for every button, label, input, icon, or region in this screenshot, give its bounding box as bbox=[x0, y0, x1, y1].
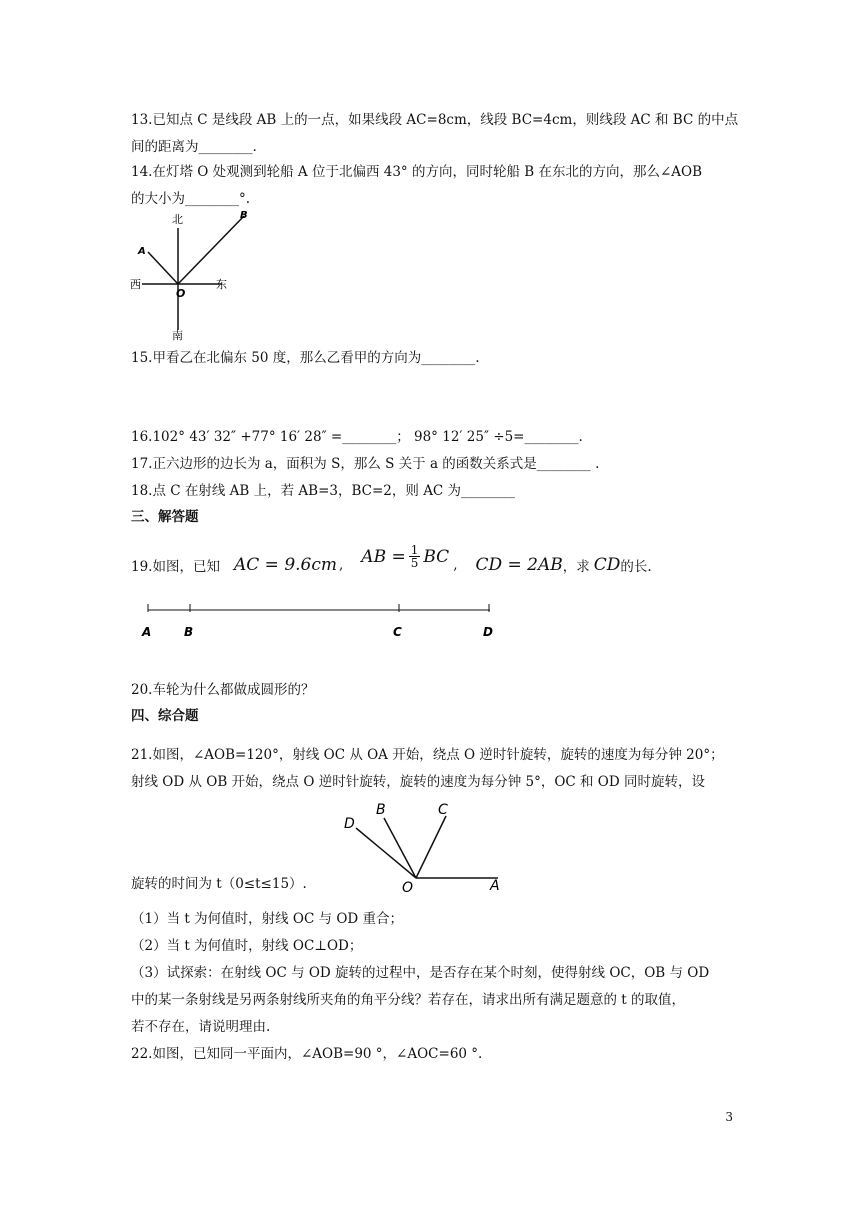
q15: 15.甲看乙在北偏东 50 度，那么乙看甲的方向为________. bbox=[131, 350, 480, 366]
q19-sep1: , bbox=[339, 556, 344, 573]
q21-line2: 射线 OD 从 OB 开始，绕点 O 逆时针旋转，旋转的速度为每分钟 5°，OC 和 OD 同时旋转，设 bbox=[131, 774, 705, 790]
angle-label-o: O bbox=[402, 880, 414, 896]
label-a: A bbox=[138, 246, 146, 257]
seg-label-c: C bbox=[393, 625, 402, 639]
q19-sep2: , bbox=[453, 556, 458, 573]
q19-statement bbox=[131, 543, 652, 577]
q19-expr-ac: AC = 9.6cm bbox=[233, 554, 337, 575]
q19-expr-cd2: CD bbox=[593, 554, 621, 575]
q21-line3: 旋转的时间为 t（0≤t≤15）. bbox=[131, 876, 307, 892]
q19-mid: ，求 bbox=[562, 558, 590, 575]
compass-figure bbox=[122, 208, 248, 342]
angle-label-b: B bbox=[376, 802, 386, 818]
seg-label-d: D bbox=[483, 625, 493, 639]
section-3-heading: 三、解答题 bbox=[131, 509, 199, 525]
seg-label-a: A bbox=[142, 625, 152, 639]
angle-label-c: C bbox=[438, 802, 448, 818]
label-north: 北 bbox=[172, 213, 183, 226]
q19-expr-cd: CD = 2AB bbox=[475, 554, 563, 575]
q19-suffix: 的长. bbox=[620, 558, 652, 575]
q19-expr-ab bbox=[361, 544, 449, 569]
q22: 22.如图，已知同一平面内，∠AOB=90 °，∠AOC=60 °. bbox=[131, 1046, 483, 1062]
angle-label-d: D bbox=[344, 816, 355, 832]
page-number: 3 bbox=[725, 1110, 733, 1124]
q19-numerator: 1 bbox=[410, 543, 419, 557]
label-o: O bbox=[176, 287, 186, 300]
q17: 17.正六边形的边长为 a，面积为 S，那么 S 关于 a 的函数关系式是________ . bbox=[131, 456, 600, 472]
q21-sub1: （1）当 t 为何值时，射线 OC 与 OD 重合； bbox=[131, 911, 404, 927]
label-west: 西 bbox=[130, 278, 141, 291]
q21-sub2: （2）当 t 为何值时，射线 OC⊥OD； bbox=[131, 938, 363, 954]
q19-ab-left: AB = bbox=[361, 546, 406, 567]
segment-figure bbox=[138, 598, 508, 642]
section-4-heading: 四、综合题 bbox=[131, 708, 199, 724]
q13-line1: 13.已知点 C 是线段 AB 上的一点，如果线段 AC=8cm，线段 BC=4cm，则线段 AC 和 BC 的中点 bbox=[131, 112, 739, 128]
q19-ab-right: BC bbox=[423, 546, 450, 567]
q19-fraction bbox=[409, 544, 421, 569]
q21-sub3-line3: 若不存在，请说明理由. bbox=[131, 1019, 271, 1035]
q21-line1: 21.如图，∠AOB=120°，射线 OC 从 OA 开始，绕点 O 逆时针旋转，旋转的速度为每分钟 20°； bbox=[131, 747, 724, 763]
q19-denominator: 5 bbox=[410, 556, 419, 570]
label-b: B bbox=[240, 210, 248, 221]
q20: 20.车轮为什么都做成圆形的？ bbox=[131, 682, 315, 698]
q14-line2: 的大小为________°. bbox=[131, 191, 251, 207]
label-south: 南 bbox=[172, 329, 183, 342]
q19-prefix: 19.如图，已知 bbox=[131, 558, 220, 575]
q16: 16.102° 43′ 32″ +77° 16′ 28″ =________； 98° 12′ 25″ ÷5=________. bbox=[131, 429, 583, 445]
angle-label-a: A bbox=[490, 878, 500, 894]
q18: 18.点 C 在射线 AB 上，若 AB=3，BC=2，则 AC 为________ bbox=[131, 483, 516, 499]
q21-sub3-line1: （3）试探索：在射线 OC 与 OD 旋转的过程中，是否存在某个时刻，使得射线 OC，OB 与 OD bbox=[131, 965, 710, 981]
angle-figure bbox=[336, 798, 506, 894]
q13-line2: 间的距离为________. bbox=[131, 139, 257, 155]
q21-sub3-line2: 中的某一条射线是另两条射线所夹角的角平分线？若存在，请求出所有满足题意的 t 的取值， bbox=[131, 992, 686, 1008]
seg-label-b: B bbox=[184, 625, 194, 639]
label-east: 东 bbox=[216, 278, 227, 291]
q14-line1: 14.在灯塔 O 处观测到轮船 A 位于北偏西 43° 的方向，同时轮船 B 在东北的方向，那么∠AOB bbox=[131, 164, 703, 180]
